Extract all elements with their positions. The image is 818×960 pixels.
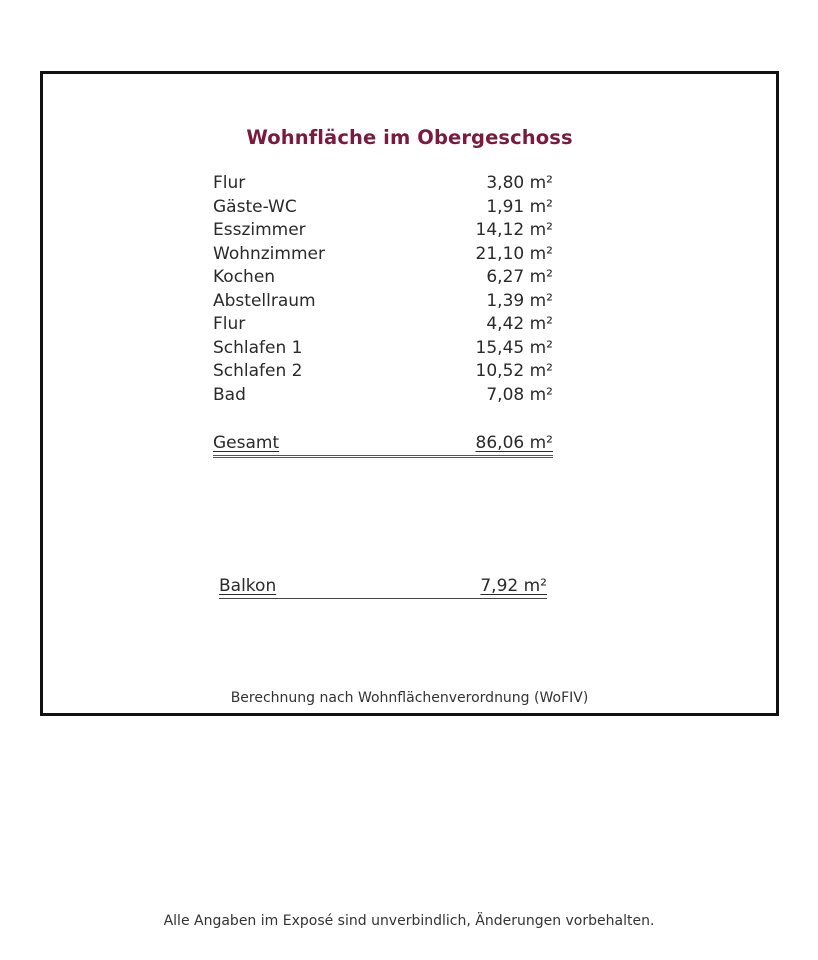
room-row bbox=[213, 313, 553, 337]
room-name: Flur bbox=[213, 314, 246, 334]
room-name: Schlafen 1 bbox=[213, 337, 303, 358]
room-name: Kochen bbox=[213, 267, 276, 287]
room-name: Wohnzimmer bbox=[213, 243, 325, 264]
room-row bbox=[213, 172, 553, 196]
balcony-label: Balkon bbox=[219, 576, 277, 596]
total-area: 86,06 m² bbox=[475, 433, 553, 453]
room-name: Esszimmer bbox=[213, 220, 306, 240]
room-area: 1,39 m² bbox=[486, 290, 553, 311]
room-area: 7,08 m² bbox=[486, 384, 553, 405]
total-row bbox=[213, 431, 553, 458]
room-name: Gäste-WC bbox=[213, 196, 297, 217]
room-area: 3,80 m² bbox=[486, 173, 553, 193]
room-area: 21,10 m² bbox=[475, 243, 553, 264]
room-row bbox=[213, 196, 553, 220]
room-row bbox=[213, 360, 553, 384]
page-title: Wohnfläche im Obergeschoss bbox=[246, 126, 573, 149]
balcony-area: 7,92 m² bbox=[480, 576, 547, 596]
room-name: Bad bbox=[213, 384, 246, 405]
disclaimer-text: Alle Angaben im Exposé sind unverbindlich, Änderungen vorbehalten. bbox=[163, 913, 655, 929]
room-area: 6,27 m² bbox=[486, 267, 553, 287]
calculation-method-note: Berechnung nach Wohnflächenverordnung (WoFIV) bbox=[230, 690, 589, 706]
room-area: 4,42 m² bbox=[486, 314, 553, 334]
total-label: Gesamt bbox=[213, 433, 280, 453]
room-row bbox=[213, 243, 553, 267]
room-row bbox=[213, 219, 553, 243]
room-name: Flur bbox=[213, 173, 246, 193]
room-name: Abstellraum bbox=[213, 290, 316, 311]
room-area: 1,91 m² bbox=[486, 196, 553, 217]
room-area: 14,12 m² bbox=[475, 220, 553, 240]
room-area: 15,45 m² bbox=[475, 337, 553, 358]
room-row bbox=[213, 337, 553, 361]
room-name: Schlafen 2 bbox=[213, 361, 303, 381]
area-table-frame bbox=[40, 71, 779, 716]
room-row bbox=[213, 266, 553, 290]
room-row bbox=[213, 384, 553, 408]
room-row bbox=[213, 290, 553, 314]
room-list bbox=[213, 172, 553, 407]
balcony-row bbox=[219, 574, 547, 599]
room-area: 10,52 m² bbox=[475, 361, 553, 381]
